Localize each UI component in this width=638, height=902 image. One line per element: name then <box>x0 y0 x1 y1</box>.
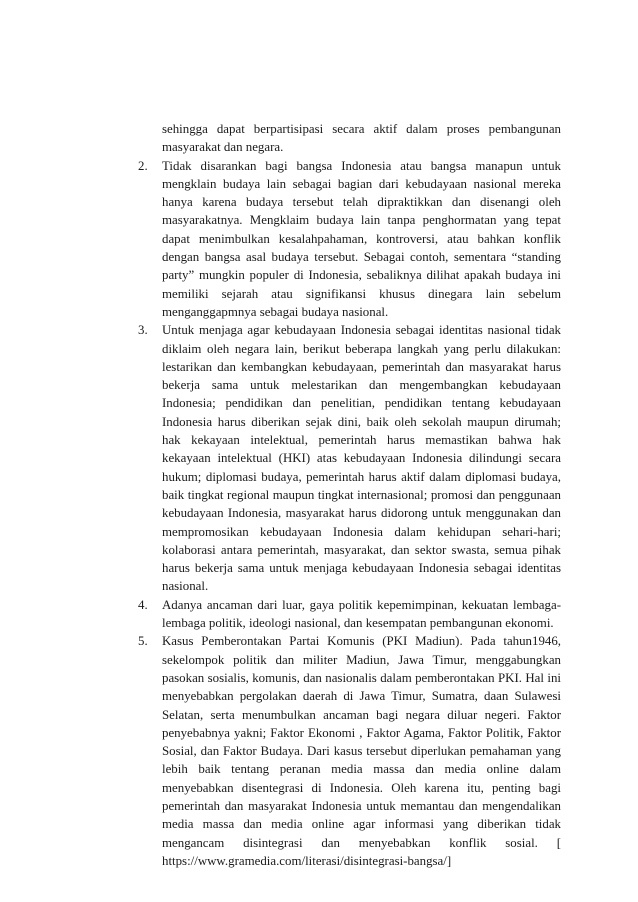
list-item-continuation <box>138 120 561 157</box>
list-item-text: sehingga dapat berpartisipasi secara aktif dalam proses pembangunan masyarakat dan negara. <box>162 122 561 155</box>
numbered-list <box>138 120 561 870</box>
list-item-text: Kasus Pemberontakan Partai Komunis (PKI Madiun). Pada tahun1946, sekelompok politik dan militer Madiun, Jawa Timur, menggabungkan pasokan sosialis, komunis, dan nasionalis dalam pemberontakan PKI. Hal ini menyebabkan pergolakan daerah di Jawa Timur, Sumatra, daan Sulawesi Selatan, serta menumbulkan ancaman bagi negara diluar negeri. Faktor penyebabnya yakni; Faktor Ekonomi , Faktor Agama, Faktor Politik, Faktor Sosial, dan Faktor Budaya. Dari kasus tersebut diperlukan pemahaman yang lebih baik tentang peranan media massa dan media online dalam menyebabkan disentegrasi di Indonesia. Oleh karena itu, penting bagi pemerintah dan masyarakat Indonesia untuk memantau dan mengendalikan media massa dan media online agar informasi yang diberikan tidak mengancam disintegrasi dan menyebabkan konflik sosial. [ https://www.gramedia.com/literasi/disintegrasi-bangsa/] <box>162 634 561 868</box>
list-item-number: 3. <box>138 323 148 338</box>
list-item-text: Tidak disarankan bagi bangsa Indonesia atau bangsa manapun untuk mengklain budaya lain sebagai bagian dari kebudayaan nasional mereka hanya karena budaya tersebut telah dipraktikkan dan disenangi oleh masyarakatnya. Mengklaim budaya lain tanpa penghormatan yang tepat dapat menimbulkan kesalahpahaman, kontroversi, atau bahkan konflik dengan bangsa asal budaya tersebut. Sebagai contoh, sementara “standing party” mungkin populer di Indonesia, sebaliknya dilihat apakah budaya ini memiliki sejarah atau signifikansi khusus dinegara lain sebelum menganggapmnya sebagai budaya nasional. <box>162 158 561 319</box>
list-item-3 <box>138 321 561 595</box>
list-item-5 <box>138 632 561 870</box>
list-item-number: 5. <box>138 634 148 649</box>
list-item-4 <box>138 596 561 633</box>
list-item-text: Adanya ancaman dari luar, gaya politik kepemimpinan, kekuatan lembaga-lembaga politik, ideologi nasional, dan kesempatan pembangunan ekonomi. <box>162 597 561 631</box>
list-item-number: 2. <box>138 158 148 173</box>
list-item-text: Untuk menjaga agar kebudayaan Indonesia sebagai identitas nasional tidak diklaim oleh negara lain, berikut beberapa langkah yang perlu dilakukan: lestarikan dan kembangkan kebudayaan, pemerintah dan masyarakat harus bekerja sama untuk melestarikan dan mengembangkan kebudayaan Indonesia; pendidikan dan penelitian, pendidikan tentang kebudayaan Indonesia harus diberikan sejak dini, baik oleh sekolah maupun dirumah; hak kekayaan intelektual, pemerintah harus memastikan bahwa hak kekayaan intelektual (HKI) atas kebudayaan Indonesia dilindungi secara hukum; diplomasi budaya, pemerintah harus aktif dalam diplomasi budaya, baik tingkat regional maupun tingkat internasional; promosi dan penggunaan kebudayaan Indonesia, masyarakat harus didorong untuk menggunakan dan mempromosikan kebudayaan Indonesia dalam kehidupan sehari-hari; kolaborasi antara pemerintah, masyarakat, dan sektor swasta, semua pihak harus bekerja sama untuk menjaga kebudayaan Indonesia sebagai identitas nasional. <box>162 323 561 594</box>
list-item-2 <box>138 157 561 322</box>
list-item-number: 4. <box>138 597 148 612</box>
